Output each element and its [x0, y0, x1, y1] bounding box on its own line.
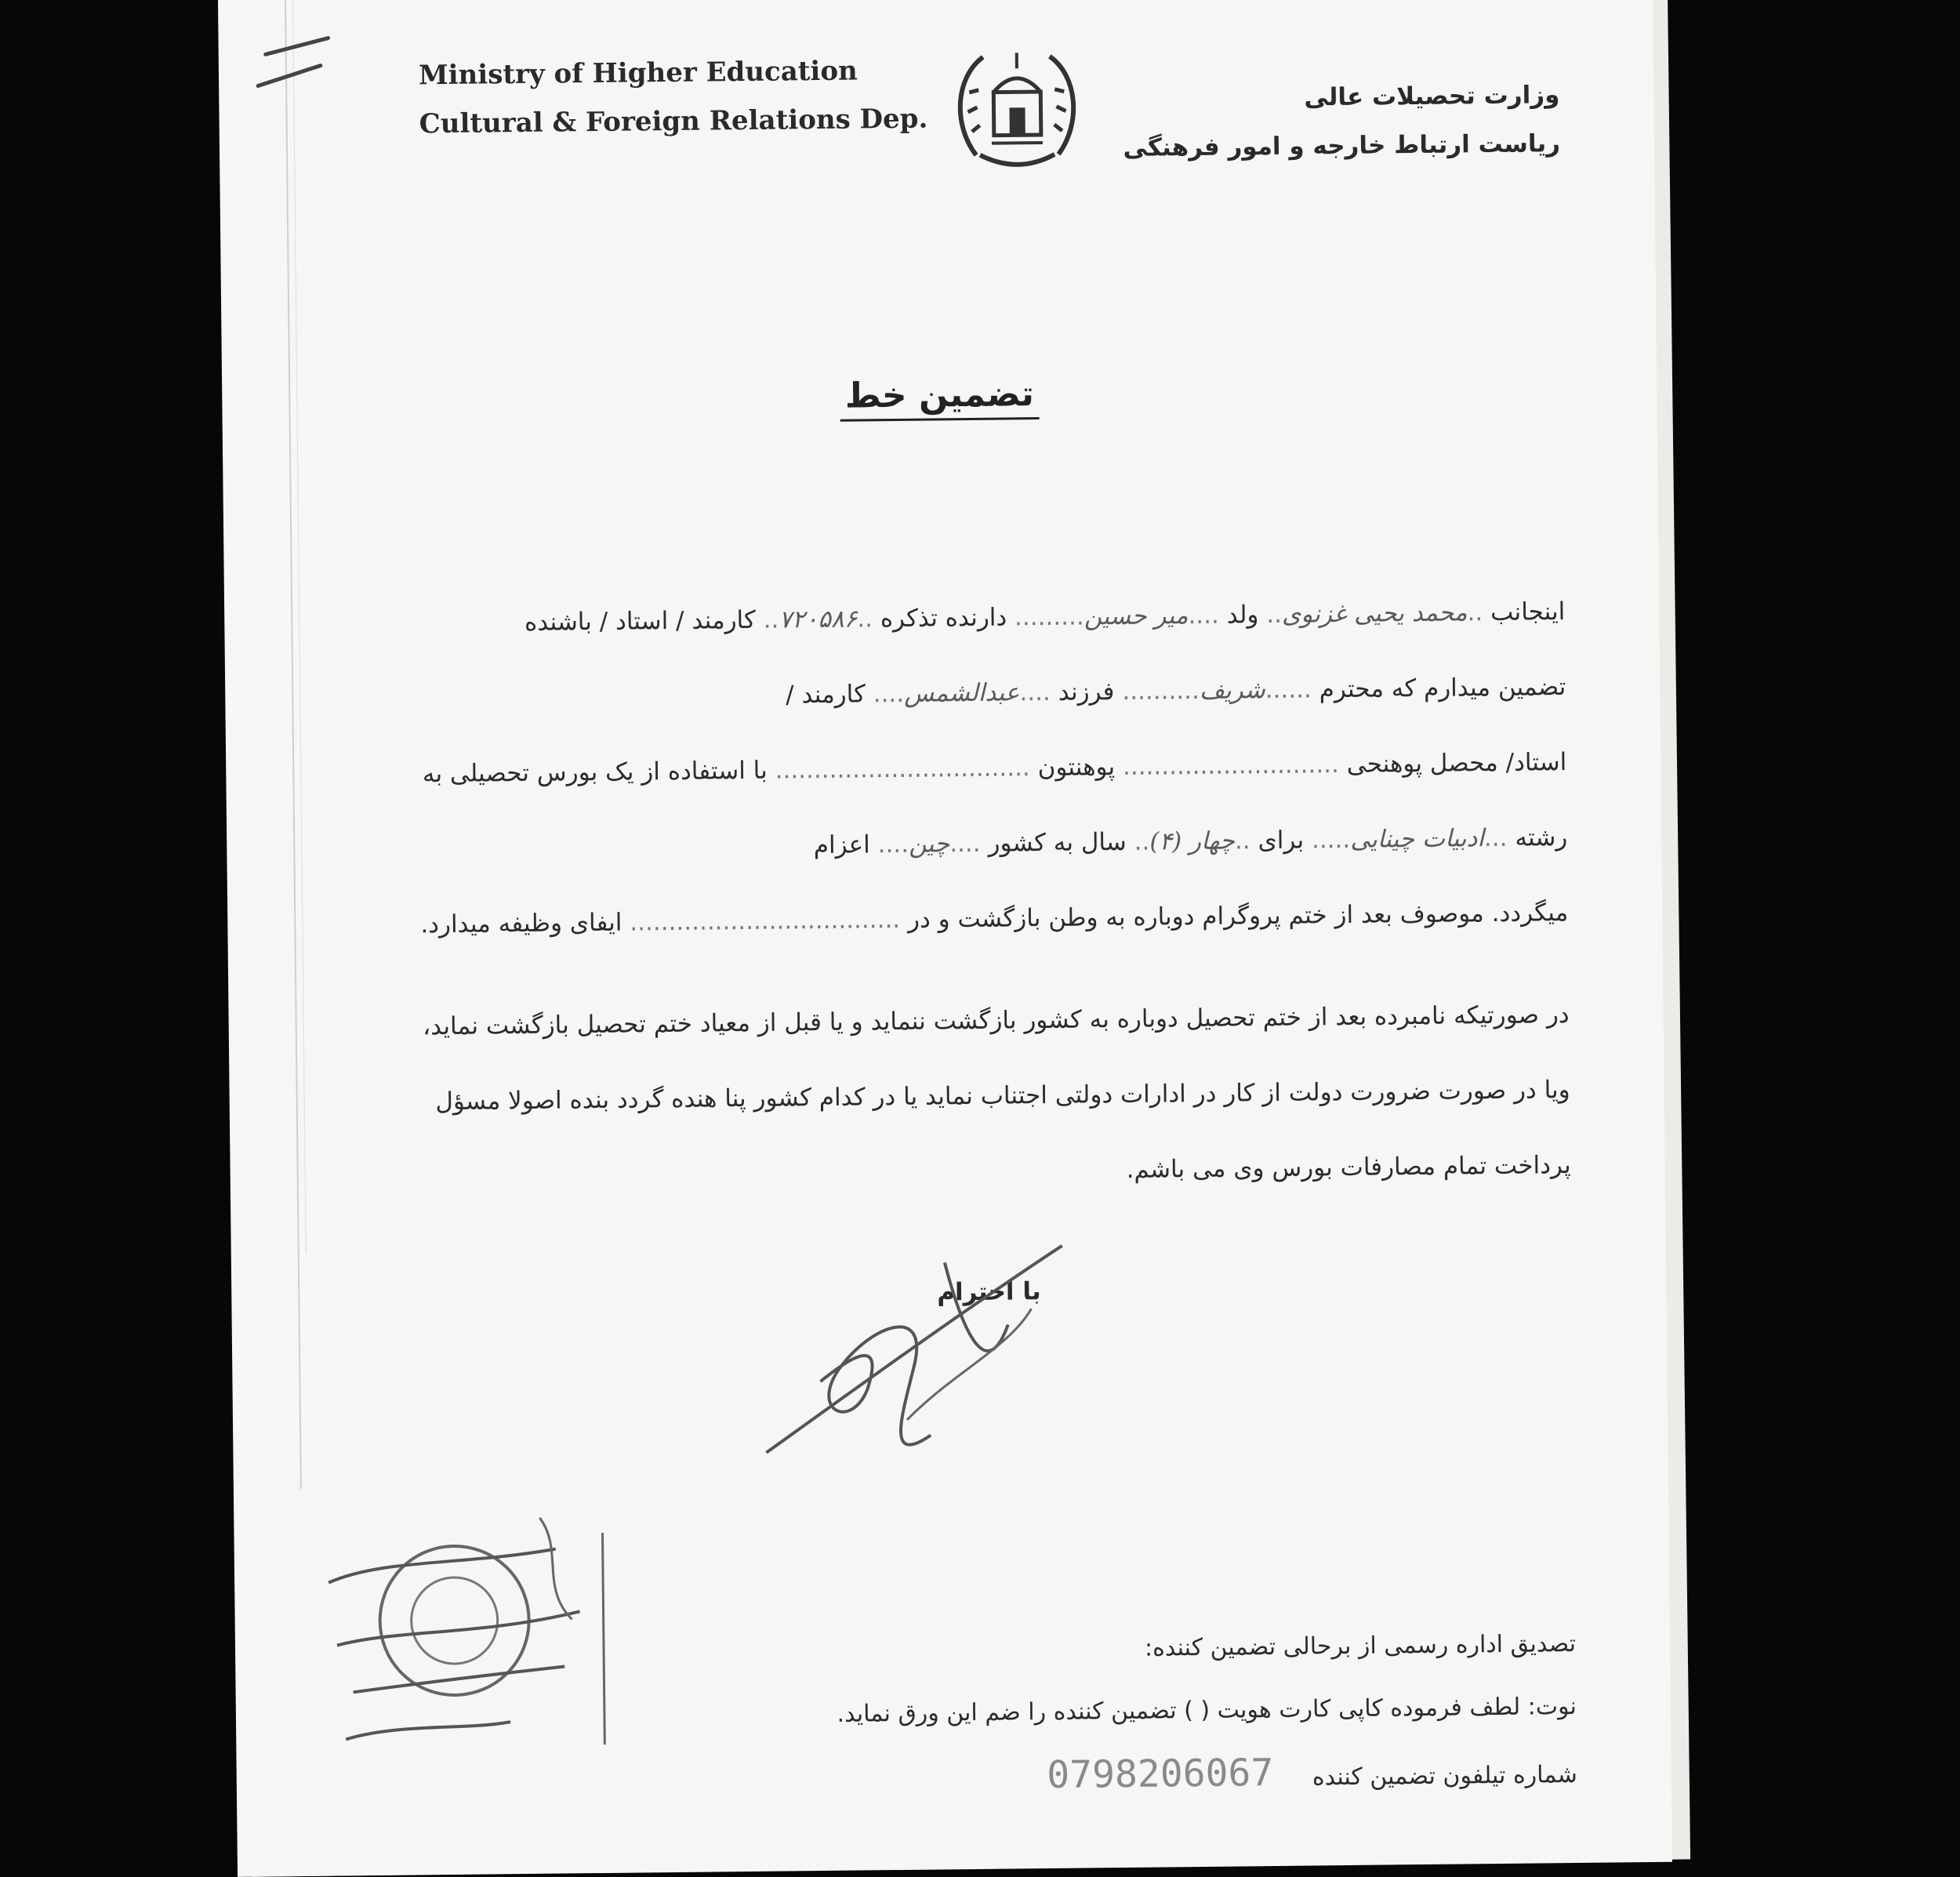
closing-text: با احترام — [937, 1277, 1041, 1307]
handwritten-name: محمد یحیی غزنوی — [1281, 598, 1468, 629]
form-label: اینجانب — [1490, 597, 1566, 627]
official-stamp-icon — [304, 1485, 684, 1771]
handwritten-beneficiary-name: شریف — [1199, 676, 1265, 705]
form-label: با استفاده از یک بورس تحصیلی به — [422, 756, 768, 789]
form-line-1: اینجانب ..محمد یحیی غزنوی.. ولد ....میر حسین......... دارنده تذکره ..۷۲۰۵۸۶.. کارمند / استاد / باشنده — [524, 597, 1566, 637]
guarantee-paragraph: در صورتیکه نامبرده بعد از ختم تحصیل دوباره به کشور بازگشت ننماید و یا قبل از معیاد ختم تحصیل بازگشت نماید، ویا در صورت ضرورت دولت از کار در ادارات دولتی اجتناب نماید یا در کدام کشور پنا هنده گردد بنده اصولا مسؤل پرداخت تمام مصارفات بورس وی می باشم. — [422, 1000, 1571, 1184]
ministry-name-dari: وزارت تحصیلات عالی — [1304, 81, 1560, 112]
form-label: استاد/ محصل پوهنحی — [1346, 748, 1567, 779]
ministry-header-english — [419, 46, 928, 149]
page-margin-line — [292, 0, 307, 1254]
form-label: پوهنتون — [1037, 753, 1116, 782]
form-line-4: رشته ...ادبیات چینایی..... برای ..چهار (۴).. سال به کشور ....چین.... اعزام — [813, 823, 1568, 860]
form-label: برای — [1258, 826, 1305, 855]
title-text: تضمین خط — [840, 374, 1040, 422]
confirmation-label: تصدیق اداره رسمی از برحالی تضمین کننده: — [1144, 1629, 1577, 1662]
form-line-2: تضمین میدارم که محترم ......شریف.......... فرزند ....عبدالشمس.... کارمند / — [785, 673, 1566, 710]
id-copy-note: نوت: لطف فرموده کاپی کارت هویت ( ) تضمین کننده را ضم این ورق نماید. — [837, 1692, 1577, 1728]
handwritten-field-of-study: ادبیات چینایی — [1350, 824, 1485, 854]
handwritten-id-number: ۷۲۰۵۸۶ — [779, 604, 858, 634]
handwritten-duration: چهار (۴) — [1149, 826, 1236, 856]
document-page — [218, 0, 1672, 1877]
phone-row — [837, 1738, 1577, 1814]
form-label: کارمند / — [785, 680, 866, 710]
form-label: ولد — [1226, 601, 1259, 630]
form-line-5: میگردد. موصوف بعد از ختم پروگرام دوباره به وطن بازگشت و در ................................... ایفای وظیفه میدارد. — [420, 899, 1569, 939]
ministry-header-dari — [1123, 71, 1561, 172]
afghanistan-emblem-icon — [948, 36, 1087, 175]
document-footer — [836, 1613, 1577, 1814]
handwritten-beneficiary-father: عبدالشمس — [903, 678, 1020, 708]
handwritten-phone-number: 0798206067 — [1047, 1751, 1274, 1798]
form-label: فرزند — [1058, 677, 1115, 706]
form-label: کارمند / استاد / باشنده — [524, 605, 756, 637]
signature-icon — [748, 1213, 1174, 1500]
form-label: اعزام — [813, 830, 871, 860]
department-name: Cultural & Foreign Relations Dep. — [419, 103, 928, 140]
page-margin-line — [285, 0, 302, 1489]
form-label: ایفای وظیفه میدارد. — [420, 908, 622, 939]
ministry-name: Ministry of Higher Education — [418, 55, 858, 92]
form-label: دارنده تذکره — [880, 603, 1007, 634]
phone-label: شماره تیلفون تضمین کننده — [1312, 1760, 1577, 1792]
form-line-3: استاد/ محصل پوهنحی ............................ پوهنتون ................................. با استفاده از یک بورس تحصیلی به — [422, 748, 1567, 789]
department-name-dari: ریاست ارتباط خارجه و امور فرهنگی — [1123, 129, 1561, 162]
form-label: تضمین میدارم که محترم — [1319, 673, 1566, 704]
document-title — [222, 368, 1657, 423]
handwritten-father-name: میر حسین — [1083, 601, 1189, 631]
guarantee-form — [389, 597, 1571, 1215]
form-label: سال به کشور — [988, 827, 1127, 858]
form-label: رشته — [1515, 823, 1568, 852]
form-label: میگردد. موصوف بعد از ختم پروگرام دوباره به وطن بازگشت و در — [907, 899, 1569, 934]
handwritten-country: چین — [908, 830, 950, 859]
pen-mark-icon — [249, 30, 344, 109]
